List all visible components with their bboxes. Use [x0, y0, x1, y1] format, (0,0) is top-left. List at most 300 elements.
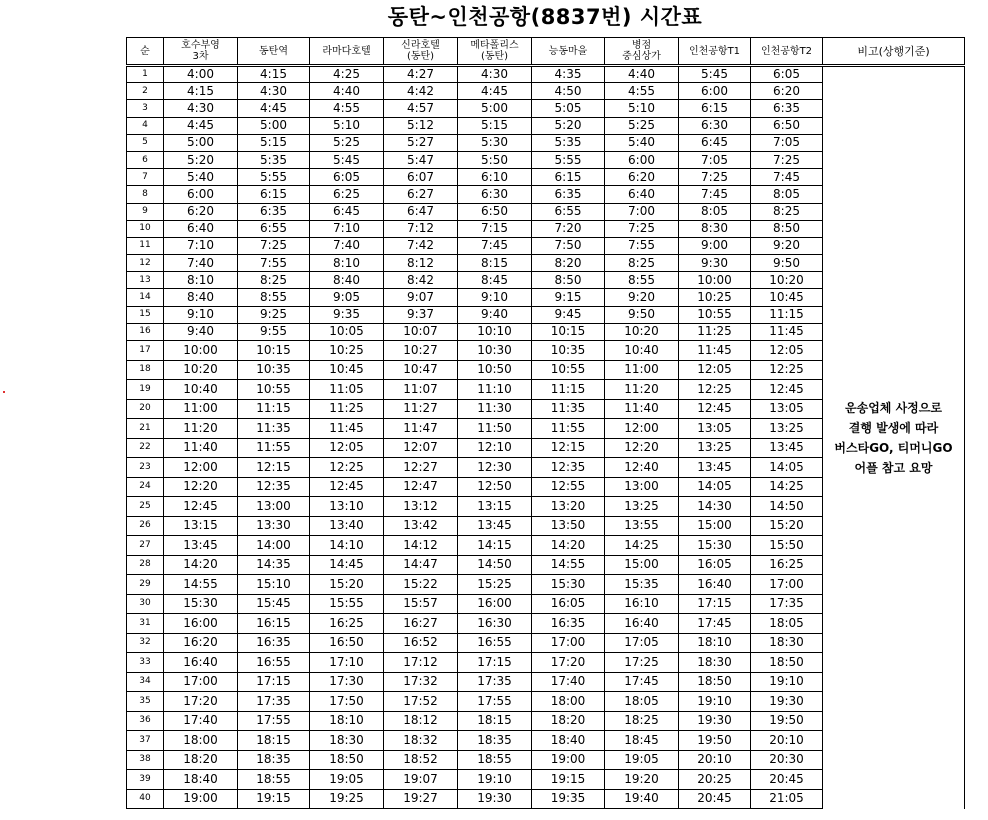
- departure-time: 8:50: [751, 220, 823, 237]
- departure-time: 12:35: [238, 477, 310, 497]
- row-index: 34: [127, 672, 164, 692]
- departure-time: 12:40: [605, 458, 679, 478]
- row-index: 23: [127, 458, 164, 478]
- departure-time: 9:15: [532, 289, 605, 306]
- departure-time: 5:35: [532, 134, 605, 151]
- departure-time: 14:10: [310, 536, 384, 556]
- departure-time: 11:30: [458, 399, 532, 419]
- departure-time: 6:35: [532, 186, 605, 203]
- departure-time: 12:45: [679, 399, 751, 419]
- departure-time: 10:20: [605, 323, 679, 340]
- departure-time: 9:20: [751, 237, 823, 254]
- departure-time: 5:45: [310, 151, 384, 168]
- departure-time: 5:10: [605, 100, 679, 117]
- row-index: 31: [127, 614, 164, 634]
- header-row: [127, 38, 965, 66]
- departure-time: 6:47: [384, 203, 458, 220]
- departure-time: 8:12: [384, 255, 458, 272]
- departure-time: 4:27: [384, 66, 458, 83]
- departure-time: 7:15: [458, 220, 532, 237]
- departure-time: 12:27: [384, 458, 458, 478]
- departure-time: 17:25: [605, 653, 679, 673]
- departure-time: 6:27: [384, 186, 458, 203]
- departure-time: 19:50: [679, 731, 751, 751]
- departure-time: 19:50: [751, 711, 823, 731]
- departure-time: 6:00: [605, 151, 679, 168]
- departure-time: 20:45: [679, 789, 751, 809]
- departure-time: 8:25: [605, 255, 679, 272]
- departure-time: 16:50: [310, 633, 384, 653]
- departure-time: 13:25: [605, 497, 679, 517]
- timetable-header: [127, 38, 965, 66]
- departure-time: 11:47: [384, 419, 458, 439]
- departure-time: 4:30: [458, 66, 532, 83]
- table-row: [127, 66, 965, 83]
- departure-time: 6:15: [679, 100, 751, 117]
- header-stop-line: 라마다호텔: [322, 45, 371, 57]
- departure-time: 9:37: [384, 306, 458, 323]
- header-stop-line: (동탄): [406, 51, 435, 62]
- departure-time: 16:40: [605, 614, 679, 634]
- header-stop: [605, 38, 679, 66]
- departure-time: 13:42: [384, 516, 458, 536]
- departure-time: 17:40: [532, 672, 605, 692]
- departure-time: 11:10: [458, 380, 532, 400]
- departure-time: 8:55: [238, 289, 310, 306]
- departure-time: 10:30: [458, 341, 532, 361]
- departure-time: 18:50: [310, 750, 384, 770]
- departure-time: 18:52: [384, 750, 458, 770]
- departure-time: 6:50: [458, 203, 532, 220]
- departure-time: 7:45: [751, 169, 823, 186]
- departure-time: 19:15: [532, 770, 605, 790]
- departure-time: 7:20: [532, 220, 605, 237]
- departure-time: 7:25: [238, 237, 310, 254]
- departure-time: 18:50: [679, 672, 751, 692]
- header-stop: [751, 38, 823, 66]
- departure-time: 19:40: [605, 789, 679, 809]
- row-index: 3: [127, 100, 164, 117]
- departure-time: 12:45: [751, 380, 823, 400]
- departure-time: 6:35: [238, 203, 310, 220]
- departure-time: 20:10: [679, 750, 751, 770]
- departure-time: 19:10: [751, 672, 823, 692]
- departure-time: 4:40: [605, 66, 679, 83]
- header-stop: [164, 38, 238, 66]
- row-index: 2: [127, 83, 164, 100]
- departure-time: 6:45: [310, 203, 384, 220]
- row-index: 19: [127, 380, 164, 400]
- departure-time: 13:45: [751, 438, 823, 458]
- header-note: 비고(상행기준): [823, 38, 965, 66]
- departure-time: 19:05: [310, 770, 384, 790]
- departure-time: 17:35: [751, 594, 823, 614]
- header-stop: [238, 38, 310, 66]
- departure-time: 16:20: [164, 633, 238, 653]
- departure-time: 6:20: [605, 169, 679, 186]
- departure-time: 7:42: [384, 237, 458, 254]
- departure-time: 9:55: [238, 323, 310, 340]
- row-index: 25: [127, 497, 164, 517]
- header-stop: [679, 38, 751, 66]
- departure-time: 9:45: [532, 306, 605, 323]
- departure-time: 9:35: [310, 306, 384, 323]
- departure-time: 5:12: [384, 117, 458, 134]
- departure-time: 18:40: [164, 770, 238, 790]
- departure-time: 16:40: [164, 653, 238, 673]
- departure-time: 8:15: [458, 255, 532, 272]
- departure-time: 18:10: [310, 711, 384, 731]
- departure-time: 6:10: [458, 169, 532, 186]
- departure-time: 15:00: [605, 555, 679, 575]
- departure-time: 17:12: [384, 653, 458, 673]
- departure-time: 5:55: [532, 151, 605, 168]
- departure-time: 12:35: [532, 458, 605, 478]
- row-index: 9: [127, 203, 164, 220]
- departure-time: 13:15: [458, 497, 532, 517]
- departure-time: 17:35: [458, 672, 532, 692]
- departure-time: 10:35: [532, 341, 605, 361]
- departure-time: 9:05: [310, 289, 384, 306]
- departure-time: 4:15: [164, 83, 238, 100]
- departure-time: 18:55: [458, 750, 532, 770]
- departure-time: 7:45: [679, 186, 751, 203]
- header-stop-line: 중심상가: [622, 51, 661, 62]
- departure-time: 13:10: [310, 497, 384, 517]
- departure-time: 7:25: [605, 220, 679, 237]
- departure-time: 16:35: [238, 633, 310, 653]
- departure-time: 11:07: [384, 380, 458, 400]
- departure-time: 14:35: [238, 555, 310, 575]
- departure-time: 11:05: [310, 380, 384, 400]
- departure-time: 10:20: [164, 360, 238, 380]
- departure-time: 6:05: [310, 169, 384, 186]
- departure-time: 5:15: [458, 117, 532, 134]
- departure-time: 5:30: [458, 134, 532, 151]
- timetable: [126, 37, 965, 809]
- departure-time: 16:00: [164, 614, 238, 634]
- header-stop-line: 능동마을: [548, 45, 588, 57]
- departure-time: 8:20: [532, 255, 605, 272]
- departure-time: 11:40: [164, 438, 238, 458]
- departure-time: 8:42: [384, 272, 458, 289]
- departure-time: 11:40: [605, 399, 679, 419]
- departure-time: 18:00: [164, 731, 238, 751]
- departure-time: 17:00: [751, 575, 823, 595]
- departure-time: 12:20: [605, 438, 679, 458]
- departure-time: 7:25: [751, 151, 823, 168]
- departure-time: 9:20: [605, 289, 679, 306]
- departure-time: 16:25: [310, 614, 384, 634]
- departure-time: 18:20: [164, 750, 238, 770]
- departure-time: 19:30: [751, 692, 823, 712]
- departure-time: 7:40: [310, 237, 384, 254]
- departure-time: 5:27: [384, 134, 458, 151]
- departure-time: 6:45: [679, 134, 751, 151]
- departure-time: 11:25: [679, 323, 751, 340]
- departure-time: 5:55: [238, 169, 310, 186]
- departure-time: 12:10: [458, 438, 532, 458]
- header-stop-line: 인천공항T1: [688, 45, 741, 57]
- row-index: 1: [127, 66, 164, 83]
- departure-time: 12:25: [679, 380, 751, 400]
- departure-time: 8:45: [458, 272, 532, 289]
- departure-time: 4:00: [164, 66, 238, 83]
- departure-time: 11:45: [751, 323, 823, 340]
- note-line: 버스타GO, 티머니GO: [834, 440, 953, 455]
- departure-time: 15:00: [679, 516, 751, 536]
- row-index: 13: [127, 272, 164, 289]
- departure-time: 7:12: [384, 220, 458, 237]
- departure-time: 10:00: [164, 341, 238, 361]
- departure-time: 12:15: [532, 438, 605, 458]
- departure-time: 13:05: [751, 399, 823, 419]
- header-stop-line: 호수부영: [181, 40, 220, 51]
- departure-time: 11:27: [384, 399, 458, 419]
- departure-time: 6:50: [751, 117, 823, 134]
- departure-time: 6:40: [164, 220, 238, 237]
- departure-time: 9:25: [238, 306, 310, 323]
- departure-time: 12:45: [164, 497, 238, 517]
- departure-time: 5:00: [238, 117, 310, 134]
- row-index: 35: [127, 692, 164, 712]
- departure-time: 10:55: [238, 380, 310, 400]
- departure-time: 9:40: [164, 323, 238, 340]
- departure-time: 15:20: [751, 516, 823, 536]
- departure-time: 11:35: [532, 399, 605, 419]
- departure-time: 5:20: [532, 117, 605, 134]
- departure-time: 18:10: [679, 633, 751, 653]
- departure-time: 18:50: [751, 653, 823, 673]
- departure-time: 6:20: [751, 83, 823, 100]
- departure-time: 6:00: [679, 83, 751, 100]
- departure-time: 11:00: [605, 360, 679, 380]
- departure-time: 12:15: [238, 458, 310, 478]
- header-stop: [458, 38, 532, 66]
- departure-time: 17:55: [458, 692, 532, 712]
- departure-time: 14:50: [751, 497, 823, 517]
- departure-time: 16:40: [679, 575, 751, 595]
- departure-time: 17:55: [238, 711, 310, 731]
- departure-time: 10:10: [458, 323, 532, 340]
- departure-time: 12:55: [532, 477, 605, 497]
- departure-time: 19:00: [532, 750, 605, 770]
- departure-time: 18:30: [679, 653, 751, 673]
- departure-time: 17:45: [679, 614, 751, 634]
- departure-time: 8:40: [310, 272, 384, 289]
- departure-time: 10:05: [310, 323, 384, 340]
- departure-time: 4:35: [532, 66, 605, 83]
- departure-time: 12:00: [164, 458, 238, 478]
- departure-time: 10:40: [164, 380, 238, 400]
- departure-time: 15:20: [310, 575, 384, 595]
- departure-time: 14:30: [679, 497, 751, 517]
- departure-time: 19:30: [458, 789, 532, 809]
- departure-time: 19:35: [532, 789, 605, 809]
- departure-time: 13:15: [164, 516, 238, 536]
- departure-time: 11:00: [164, 399, 238, 419]
- departure-time: 12:07: [384, 438, 458, 458]
- departure-time: 5:50: [458, 151, 532, 168]
- departure-time: 10:20: [751, 272, 823, 289]
- row-index: 38: [127, 750, 164, 770]
- departure-time: 19:00: [164, 789, 238, 809]
- departure-time: 8:05: [679, 203, 751, 220]
- departure-time: 11:45: [679, 341, 751, 361]
- departure-time: 10:00: [679, 272, 751, 289]
- departure-time: 10:50: [458, 360, 532, 380]
- departure-time: 7:45: [458, 237, 532, 254]
- row-index: 11: [127, 237, 164, 254]
- note-line: 어플 참고 요망: [854, 460, 933, 475]
- departure-time: 9:07: [384, 289, 458, 306]
- departure-time: 9:10: [458, 289, 532, 306]
- row-index: 10: [127, 220, 164, 237]
- departure-time: 13:45: [458, 516, 532, 536]
- departure-time: 10:45: [751, 289, 823, 306]
- departure-time: 19:07: [384, 770, 458, 790]
- departure-time: 4:15: [238, 66, 310, 83]
- row-index: 5: [127, 134, 164, 151]
- departure-time: 14:55: [164, 575, 238, 595]
- departure-time: 13:50: [532, 516, 605, 536]
- departure-time: 6:30: [458, 186, 532, 203]
- departure-time: 4:45: [238, 100, 310, 117]
- departure-time: 18:45: [605, 731, 679, 751]
- row-index: 14: [127, 289, 164, 306]
- departure-time: 5:05: [532, 100, 605, 117]
- departure-time: 4:25: [310, 66, 384, 83]
- departure-time: 13:00: [605, 477, 679, 497]
- departure-time: 17:10: [310, 653, 384, 673]
- header-stop-line: 3차: [192, 51, 209, 62]
- departure-time: 8:50: [532, 272, 605, 289]
- row-index: 6: [127, 151, 164, 168]
- header-stop-line: (동탄): [480, 51, 509, 62]
- departure-time: 17:15: [458, 653, 532, 673]
- departure-time: 4:55: [605, 83, 679, 100]
- row-index: 29: [127, 575, 164, 595]
- departure-time: 4:55: [310, 100, 384, 117]
- departure-time: 12:50: [458, 477, 532, 497]
- departure-time: 18:05: [751, 614, 823, 634]
- departure-time: 18:30: [310, 731, 384, 751]
- departure-time: 10:25: [310, 341, 384, 361]
- header-stop: [384, 38, 458, 66]
- departure-time: 4:50: [532, 83, 605, 100]
- header-stop-line: 병점: [631, 40, 652, 51]
- departure-time: 15:45: [238, 594, 310, 614]
- departure-time: 11:15: [751, 306, 823, 323]
- row-index: 15: [127, 306, 164, 323]
- departure-time: 9:50: [751, 255, 823, 272]
- departure-time: 11:35: [238, 419, 310, 439]
- departure-time: 13:20: [532, 497, 605, 517]
- departure-time: 20:25: [679, 770, 751, 790]
- departure-time: 7:40: [164, 255, 238, 272]
- departure-time: 20:10: [751, 731, 823, 751]
- departure-time: 12:47: [384, 477, 458, 497]
- row-index: 7: [127, 169, 164, 186]
- departure-time: 11:55: [532, 419, 605, 439]
- departure-time: 18:15: [458, 711, 532, 731]
- departure-time: 11:45: [310, 419, 384, 439]
- departure-time: 18:30: [751, 633, 823, 653]
- departure-time: 6:30: [679, 117, 751, 134]
- departure-time: 17:32: [384, 672, 458, 692]
- departure-time: 17:00: [164, 672, 238, 692]
- departure-time: 5:25: [310, 134, 384, 151]
- departure-time: 18:35: [238, 750, 310, 770]
- departure-time: 18:12: [384, 711, 458, 731]
- departure-time: 8:05: [751, 186, 823, 203]
- departure-time: 10:27: [384, 341, 458, 361]
- departure-time: 8:25: [751, 203, 823, 220]
- row-index: 36: [127, 711, 164, 731]
- departure-time: 6:55: [238, 220, 310, 237]
- departure-time: 18:20: [532, 711, 605, 731]
- departure-time: 4:45: [458, 83, 532, 100]
- departure-time: 14:50: [458, 555, 532, 575]
- departure-time: 16:05: [679, 555, 751, 575]
- departure-time: 20:45: [751, 770, 823, 790]
- departure-time: 5:00: [458, 100, 532, 117]
- departure-time: 6:25: [310, 186, 384, 203]
- departure-time: 21:05: [751, 789, 823, 809]
- row-index: 40: [127, 789, 164, 809]
- header-stop: [310, 38, 384, 66]
- departure-time: 16:25: [751, 555, 823, 575]
- departure-time: 16:55: [238, 653, 310, 673]
- departure-time: 11:20: [164, 419, 238, 439]
- departure-time: 16:15: [238, 614, 310, 634]
- departure-time: 7:25: [679, 169, 751, 186]
- departure-time: 18:40: [532, 731, 605, 751]
- departure-time: 14:05: [679, 477, 751, 497]
- departure-time: 16:05: [532, 594, 605, 614]
- departure-time: 4:57: [384, 100, 458, 117]
- departure-time: 18:15: [238, 731, 310, 751]
- departure-time: 17:20: [164, 692, 238, 712]
- departure-time: 11:25: [310, 399, 384, 419]
- header-stop-line: 인천공항T2: [760, 45, 813, 57]
- departure-time: 16:00: [458, 594, 532, 614]
- departure-time: 19:25: [310, 789, 384, 809]
- departure-time: 5:15: [238, 134, 310, 151]
- departure-time: 13:12: [384, 497, 458, 517]
- departure-time: 16:10: [605, 594, 679, 614]
- departure-time: 10:55: [679, 306, 751, 323]
- departure-time: 7:50: [532, 237, 605, 254]
- note-line: 운송업체 사정으로: [845, 400, 942, 415]
- departure-time: 17:05: [605, 633, 679, 653]
- departure-time: 14:15: [458, 536, 532, 556]
- header-stop-line: 신라호텔: [401, 40, 440, 51]
- departure-time: 19:10: [679, 692, 751, 712]
- departure-time: 10:25: [679, 289, 751, 306]
- departure-time: 15:57: [384, 594, 458, 614]
- departure-time: 5:25: [605, 117, 679, 134]
- departure-time: 13:05: [679, 419, 751, 439]
- departure-time: 13:30: [238, 516, 310, 536]
- departure-time: 5:20: [164, 151, 238, 168]
- departure-time: 14:00: [238, 536, 310, 556]
- departure-time: 10:45: [310, 360, 384, 380]
- row-index: 20: [127, 399, 164, 419]
- departure-time: 11:15: [532, 380, 605, 400]
- row-index: 30: [127, 594, 164, 614]
- departure-time: 11:15: [238, 399, 310, 419]
